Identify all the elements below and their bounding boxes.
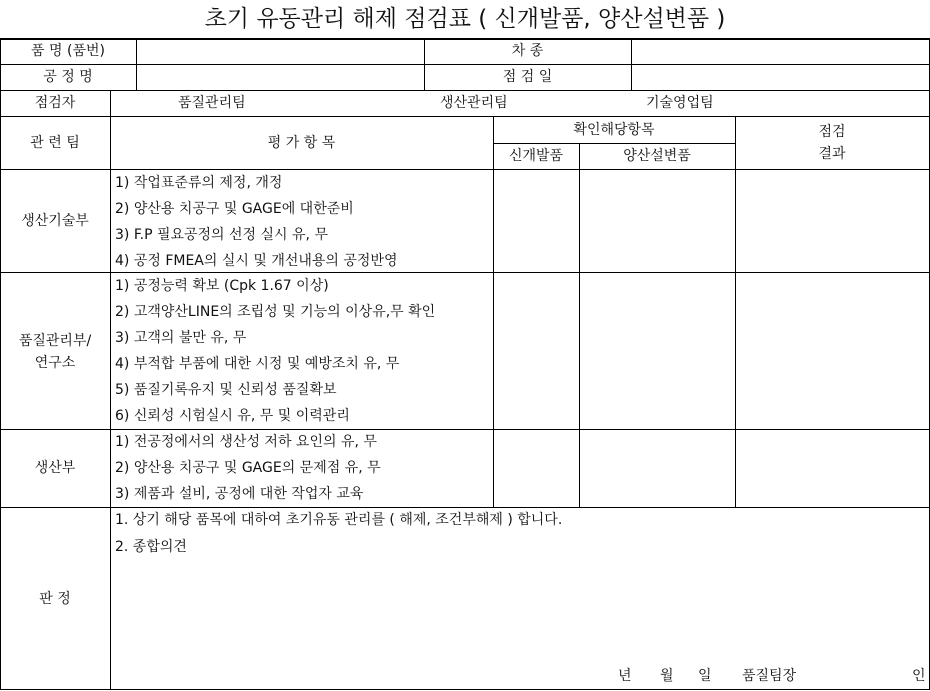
section-team-quality-line1: 품질관리부/ <box>18 333 92 349</box>
product-name-label: 품 명 (품번) <box>31 43 105 59</box>
rule <box>0 272 930 273</box>
list-item: 5) 품질기록유지 및 신뢰성 품질확보 <box>115 382 337 398</box>
seal-label: 인 <box>912 668 926 684</box>
month-label: 월 <box>660 668 674 684</box>
rule <box>0 507 930 508</box>
rule <box>579 143 580 507</box>
list-item: 3) F.P 필요공정의 선정 실시 유, 무 <box>115 227 328 243</box>
section-team-quality-line2: 연구소 <box>34 355 76 371</box>
inspector-label: 점검자 <box>34 95 76 111</box>
result-header-line2: 결과 <box>818 146 846 162</box>
list-item: 4) 공정 FMEA의 실시 및 개선내용의 공정반영 <box>115 253 398 269</box>
year-label: 년 <box>618 668 632 684</box>
new-dev-header: 신개발품 <box>508 148 564 164</box>
rule <box>493 143 736 144</box>
rule <box>0 429 930 430</box>
rule <box>0 116 930 117</box>
inspection-date-label: 점 검 일 <box>502 69 553 85</box>
day-label: 일 <box>698 668 712 684</box>
page-title: 초기 유동관리 해제 점검표 ( 신개발품, 양산설변품 ) <box>204 6 726 32</box>
list-item: 4) 부적합 부품에 대한 시정 및 예방조치 유, 무 <box>115 356 400 372</box>
list-item: 1) 전공정에서의 생산성 저하 요인의 유, 무 <box>115 434 377 450</box>
judgment-line1: 1. 상기 해당 품목에 대하여 초기유동 관리를 ( 해제, 조건부해제 ) 합니다. <box>115 512 563 528</box>
list-item: 2) 양산용 치공구 및 GAGE의 문제점 유, 무 <box>115 460 381 476</box>
list-item: 2) 양산용 치공구 및 GAGE에 대한준비 <box>115 201 354 217</box>
team-production-mgmt: 생산관리팀 <box>440 95 508 111</box>
rule <box>631 38 632 90</box>
list-item: 1) 공정능력 확보 (Cpk 1.67 이상) <box>115 278 329 294</box>
section-team-production: 생산부 <box>34 460 76 476</box>
rule <box>0 169 930 170</box>
rule <box>0 38 930 40</box>
quality-manager-label: 품질팀장 <box>742 668 797 684</box>
rule <box>0 90 930 91</box>
rule <box>0 64 930 65</box>
team-quality: 품질관리팀 <box>178 95 246 111</box>
mass-prod-header: 양산설변품 <box>623 148 691 164</box>
rule <box>735 116 736 507</box>
list-item: 2) 고객양산LINE의 조립성 및 기능의 이상유,무 확인 <box>115 304 436 320</box>
result-header-line1: 점검 <box>818 124 846 140</box>
judgment-label: 판 정 <box>39 591 71 607</box>
evaluation-items-header: 평 가 항 목 <box>267 135 336 151</box>
list-item: 3) 제품과 설비, 공정에 대한 작업자 교육 <box>115 486 364 502</box>
confirm-items-header: 확인해당항목 <box>573 122 655 138</box>
rule <box>110 90 111 690</box>
rule <box>136 38 137 90</box>
rule <box>0 689 930 690</box>
rule <box>493 116 494 507</box>
team-tech-sales: 기술영업팀 <box>646 95 714 111</box>
list-item: 6) 신뢰성 시험실시 유, 무 및 이력관리 <box>115 408 350 424</box>
list-item: 3) 고객의 불만 유, 무 <box>115 330 247 346</box>
list-item: 1) 작업표준류의 제정, 개정 <box>115 175 283 191</box>
related-team-header: 관 련 팀 <box>30 135 80 151</box>
judgment-line2: 2. 종합의견 <box>115 539 187 555</box>
section-team-production-tech: 생산기술부 <box>21 213 89 229</box>
vehicle-type-label: 차 종 <box>511 43 544 59</box>
process-name-label: 공 정 명 <box>43 69 93 85</box>
